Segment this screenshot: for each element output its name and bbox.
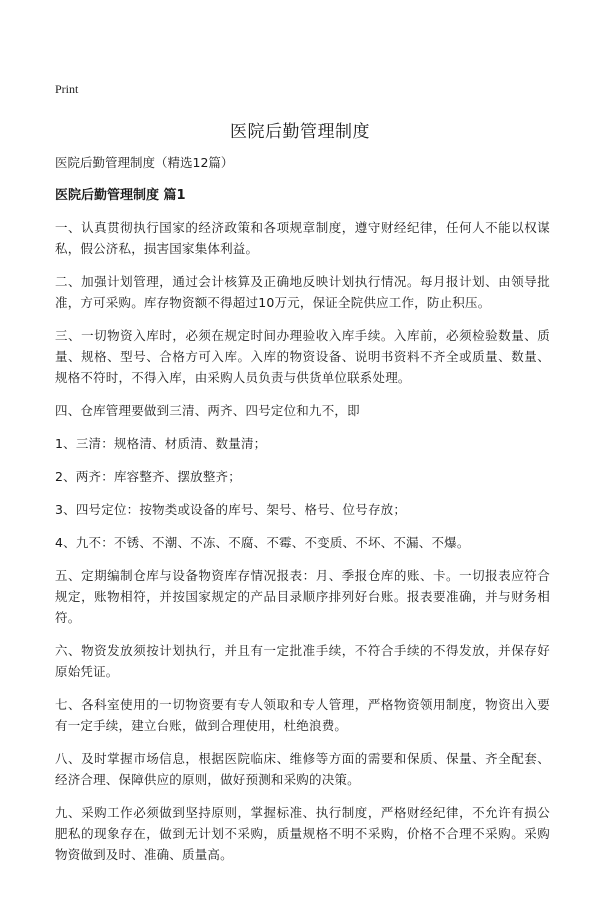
paragraph-4: 四、仓库管理要做到三清、两齐、四号定位和九不，即: [55, 403, 360, 418]
document-body: [55, 217, 550, 877]
print-link[interactable]: Print: [55, 82, 79, 96]
paragraph-9: 九、采购工作必须做到坚持原则，掌握标准、执行制度，严格财经纪律，不允许有损公肥私的现象存在，做到无计划不采购，质量规格不明不采购，价格不合理不采购。采购物资做到及时、准确、质量高。: [55, 805, 550, 862]
paragraph-6: 六、物资发放须按计划执行，并且有一定批准手续，不符合手续的不得发放，并保存好原始凭证。: [55, 643, 550, 679]
paragraph-3: 三、一切物资入库时，必须在规定时间办理验收入库手续。入库前，必须检验数量、质量、规格、型号、合格方可入库。入库的物资设备、说明书资料不齐全或质量、数量、规格不符时，不得入库，由采购人员负责与供货单位联系处理。: [55, 328, 550, 385]
paragraph-8: 八、及时掌握市场信息，根据医院临床、维修等方面的需要和保质、保量、齐全配套、经济合理、保障供应的原则，做好预测和采购的决策。: [55, 751, 550, 787]
list-item-2: 2、两齐：库容整齐、摆放整齐；: [55, 469, 241, 484]
paragraph-5: 五、定期编制仓库与设备物资库存情况报表：月、季报仓库的账、卡。一切报表应符合规定，账物相符，并按国家规定的产品目录顺序排列好台账。报表要准确，并与财务相符。: [55, 568, 550, 625]
list-item-4: 4、九不：不锈、不潮、不冻、不腐、不霉、不变质、不坏、不漏、不爆。: [55, 535, 470, 550]
section-heading: 医院后勤管理制度 篇1: [55, 188, 186, 203]
list-item-1: 1、三清：规格清、材质清、数量清；: [55, 436, 267, 451]
page-title: 医院后勤管理制度: [230, 122, 370, 142]
document-subtitle: 医院后勤管理制度（精选12篇）: [55, 155, 234, 170]
paragraph-1: 一、认真贯彻执行国家的经济政策和各项规章制度，遵守财经纪律，任何人不能以权谋私，假公济私，损害国家集体利益。: [55, 220, 550, 256]
list-item-3: 3、四号定位：按物类或设备的库号、架号、格号、位号存放；: [55, 502, 407, 517]
paragraph-2: 二、加强计划管理，通过会计核算及正确地反映计划执行情况。每月报计划、由领导批准，方可采购。库存物资额不得超过10万元，保证全院供应工作，防止积压。: [55, 274, 550, 310]
paragraph-7: 七、各科室使用的一切物资要有专人领取和专人管理，严格物资领用制度，物资出入要有一定手续，建立台账，做到合理使用，杜绝浪费。: [55, 697, 550, 733]
